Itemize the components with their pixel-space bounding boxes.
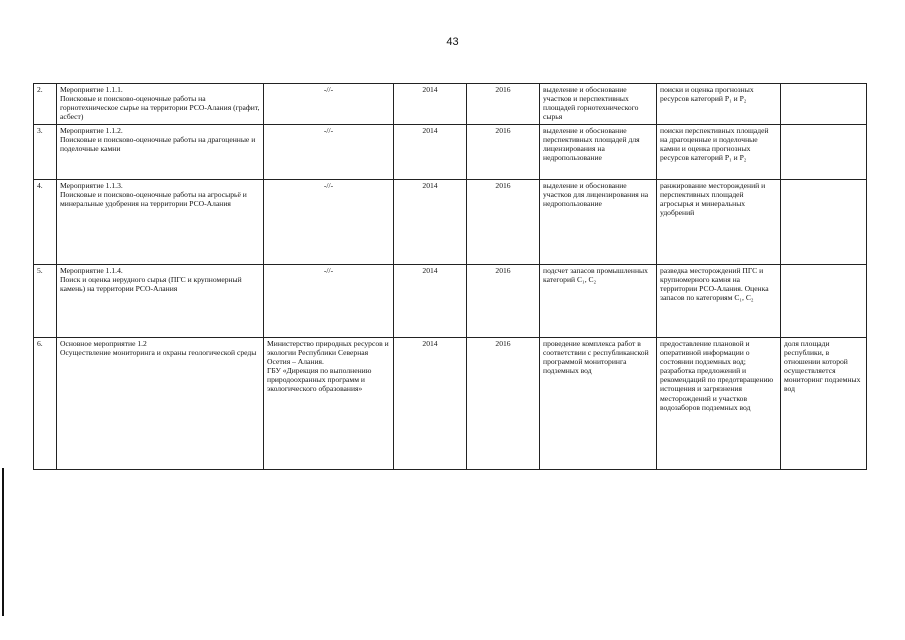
end-year-cell: 2016 bbox=[467, 265, 540, 338]
table-row bbox=[34, 265, 867, 338]
event-cell: Мероприятие 1.1.2. Поисковые и поисково-оценочные работы на драгоценные и поделочные камни bbox=[57, 125, 264, 180]
executor-cell: -//- bbox=[264, 265, 394, 338]
indicator-cell: доля площади республики, в отношении которой осуществляется мониторинг подземных вод bbox=[781, 338, 867, 470]
start-year-cell: 2014 bbox=[394, 125, 467, 180]
outcome-cell: предоставление плановой и оперативной информации о состоянии подземных вод; разработка предложений и рекомендаций по предотвращению истощения и загрязнения месторождений и участков водозаборов подземных вод bbox=[657, 338, 781, 470]
row-number: 4. bbox=[34, 180, 57, 265]
indicator-cell bbox=[781, 180, 867, 265]
expected-result-cell: проведение комплекса работ в соответствии с республиканской программой мониторинга подземных вод bbox=[540, 338, 657, 470]
measures-table bbox=[33, 83, 867, 470]
executor-cell: -//- bbox=[264, 125, 394, 180]
table-row bbox=[34, 84, 867, 125]
executor-cell: Министерство природных ресурсов и экологии Республики Северная Осетия – Алания. ГБУ «Дирекция по выполнению природоохранных программ и экологического образования» bbox=[264, 338, 394, 470]
executor-cell: -//- bbox=[264, 180, 394, 265]
indicator-cell bbox=[781, 84, 867, 125]
start-year-cell: 2014 bbox=[394, 180, 467, 265]
expected-result-cell: выделение и обоснование участков для лицензирования на недропользование bbox=[540, 180, 657, 265]
expected-result-cell: выделение и обоснование перспективных площадей для лицензирования на недропользование bbox=[540, 125, 657, 180]
start-year-cell: 2014 bbox=[394, 84, 467, 125]
end-year-cell: 2016 bbox=[467, 338, 540, 470]
outcome-cell: поиски перспективных площадей на драгоценные и поделочные камни и оценка прогнозных ресурсов категорий P₁ и P₂ bbox=[657, 125, 781, 180]
expected-result-cell: подсчет запасов промышленных категорий C₁, C₂ bbox=[540, 265, 657, 338]
margin-line bbox=[2, 468, 4, 616]
row-number: 5. bbox=[34, 265, 57, 338]
event-cell: Основное мероприятие 1.2 Осуществление мониторинга и охраны геологической среды bbox=[57, 338, 264, 470]
event-cell: Мероприятие 1.1.4. Поиск и оценка нерудного сырья (ПГС и крупномерный камень) на территории РСО-Алания bbox=[57, 265, 264, 338]
end-year-cell: 2016 bbox=[467, 125, 540, 180]
indicator-cell bbox=[781, 125, 867, 180]
row-number: 2. bbox=[34, 84, 57, 125]
expected-result-cell: выделение и обоснование участков и перспективных площадей горнотехнического сырья bbox=[540, 84, 657, 125]
outcome-cell: поиски и оценка прогнозных ресурсов категорий P₁ и P₂ bbox=[657, 84, 781, 125]
indicator-cell bbox=[781, 265, 867, 338]
end-year-cell: 2016 bbox=[467, 180, 540, 265]
row-number: 3. bbox=[34, 125, 57, 180]
event-cell: Мероприятие 1.1.3. Поисковые и поисково-оценочные работы на агросырьё и минеральные удобрения на территории РСО-Алания bbox=[57, 180, 264, 265]
start-year-cell: 2014 bbox=[394, 265, 467, 338]
table-row bbox=[34, 338, 867, 470]
outcome-cell: ранжирование месторождений и перспективных площадей агросырья и минеральных удобрений bbox=[657, 180, 781, 265]
end-year-cell: 2016 bbox=[467, 84, 540, 125]
table-row bbox=[34, 125, 867, 180]
event-cell: Мероприятие 1.1.1. Поисковые и поисково-оценочные работы на горнотехническое сырье на территории РСО-Алания (графит, асбест) bbox=[57, 84, 264, 125]
row-number: 6. bbox=[34, 338, 57, 470]
start-year-cell: 2014 bbox=[394, 338, 467, 470]
table-row bbox=[34, 180, 867, 265]
executor-cell: -//- bbox=[264, 84, 394, 125]
outcome-cell: разведка месторождений ПГС и крупномерного камня на территории РСО-Алания. Оценка запасов по категориям C₁, C₂ bbox=[657, 265, 781, 338]
page-number: 43 bbox=[446, 36, 459, 48]
